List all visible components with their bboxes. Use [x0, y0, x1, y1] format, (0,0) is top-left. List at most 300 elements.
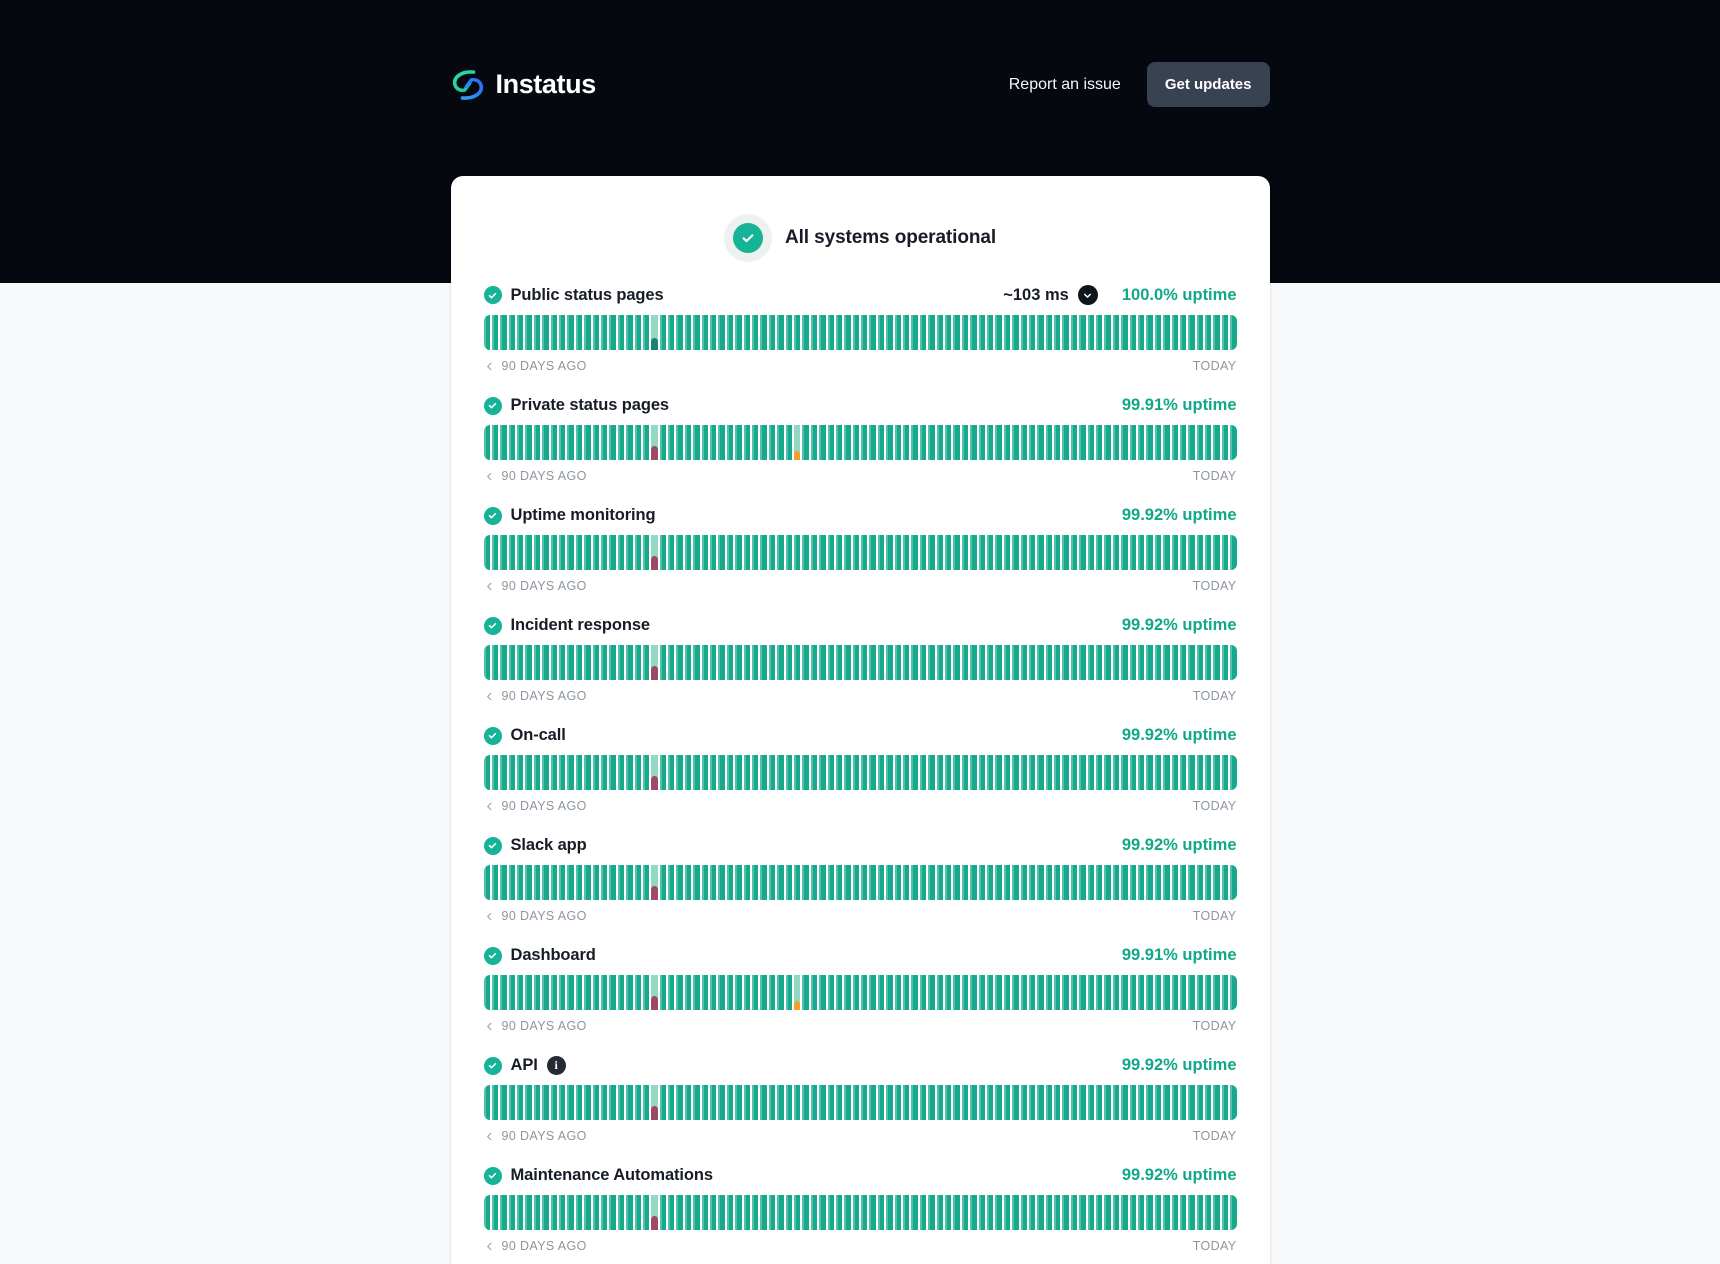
uptime-day-segment[interactable] — [618, 645, 624, 680]
uptime-day-segment[interactable] — [1012, 975, 1018, 1010]
chevron-left-icon[interactable] — [484, 581, 495, 592]
uptime-day-segment[interactable] — [911, 1085, 917, 1120]
uptime-day-segment[interactable] — [903, 315, 909, 350]
uptime-day-segment[interactable] — [1088, 865, 1094, 900]
uptime-day-segment[interactable] — [601, 315, 607, 350]
uptime-day-segment[interactable] — [1163, 975, 1169, 1010]
uptime-day-segment[interactable] — [542, 645, 548, 680]
uptime-day-segment[interactable] — [660, 865, 666, 900]
uptime-day-segment[interactable] — [1188, 865, 1194, 900]
uptime-day-segment[interactable] — [676, 315, 682, 350]
uptime-day-segment[interactable] — [626, 755, 632, 790]
uptime-day-segment[interactable] — [1096, 865, 1102, 900]
uptime-day-segment[interactable] — [1071, 865, 1077, 900]
uptime-day-segment[interactable] — [869, 1085, 875, 1120]
uptime-day-segment[interactable] — [1096, 645, 1102, 680]
uptime-day-segment[interactable] — [979, 1195, 985, 1230]
uptime-day-segment[interactable] — [1012, 755, 1018, 790]
uptime-day-segment[interactable] — [1029, 1085, 1035, 1120]
uptime-day-segment[interactable] — [702, 645, 708, 680]
uptime-day-segment[interactable] — [1071, 425, 1077, 460]
uptime-day-segment[interactable] — [1021, 1085, 1027, 1120]
uptime-day-segment[interactable] — [861, 1195, 867, 1230]
uptime-day-segment[interactable] — [853, 535, 859, 570]
chevron-left-icon[interactable] — [484, 801, 495, 812]
uptime-day-segment[interactable] — [618, 1195, 624, 1230]
uptime-day-segment[interactable] — [886, 755, 892, 790]
uptime-day-segment[interactable] — [1046, 425, 1052, 460]
uptime-day-segment[interactable] — [635, 1195, 641, 1230]
uptime-day-segment[interactable] — [911, 1195, 917, 1230]
uptime-day-segment[interactable] — [685, 1085, 691, 1120]
uptime-day-segment[interactable] — [1004, 1085, 1010, 1120]
uptime-day-segment[interactable] — [970, 315, 976, 350]
uptime-day-segment[interactable] — [1062, 645, 1068, 680]
uptime-day-segment[interactable] — [836, 1085, 842, 1120]
uptime-day-segment[interactable] — [593, 865, 599, 900]
uptime-day-segment[interactable] — [1205, 755, 1211, 790]
uptime-day-segment[interactable] — [752, 315, 758, 350]
uptime-day-segment[interactable] — [777, 755, 783, 790]
uptime-day-segment[interactable] — [1046, 975, 1052, 1010]
uptime-day-segment[interactable] — [1230, 315, 1236, 350]
uptime-day-segment[interactable] — [702, 1085, 708, 1120]
uptime-day-segment[interactable] — [718, 535, 724, 570]
uptime-day-segment[interactable] — [1172, 755, 1178, 790]
uptime-day-segment[interactable] — [895, 645, 901, 680]
uptime-day-segment[interactable] — [576, 1195, 582, 1230]
uptime-day-segment[interactable] — [509, 315, 515, 350]
uptime-day-segment[interactable] — [1197, 1195, 1203, 1230]
uptime-day-segment[interactable] — [945, 645, 951, 680]
uptime-day-segment[interactable] — [626, 425, 632, 460]
uptime-day-segment[interactable] — [869, 865, 875, 900]
uptime-day-segment[interactable] — [995, 1085, 1001, 1120]
uptime-day-segment[interactable] — [1197, 425, 1203, 460]
uptime-day-segment[interactable] — [869, 535, 875, 570]
uptime-day-segment[interactable] — [1155, 425, 1161, 460]
uptime-day-segment[interactable] — [987, 1085, 993, 1120]
uptime-day-segment[interactable] — [685, 865, 691, 900]
uptime-day-segment[interactable] — [618, 1085, 624, 1120]
uptime-day-segment[interactable] — [1213, 315, 1219, 350]
uptime-day-segment[interactable] — [1054, 535, 1060, 570]
uptime-day-segment[interactable] — [618, 535, 624, 570]
uptime-day-segment[interactable] — [903, 1195, 909, 1230]
uptime-day-segment[interactable] — [1121, 645, 1127, 680]
uptime-day-segment[interactable] — [861, 535, 867, 570]
uptime-day-segment[interactable] — [593, 1085, 599, 1120]
uptime-day-segment[interactable] — [1163, 535, 1169, 570]
uptime-day-segment[interactable] — [534, 315, 540, 350]
uptime-day-segment[interactable] — [1079, 755, 1085, 790]
uptime-day-segment[interactable] — [769, 755, 775, 790]
uptime-day-segment[interactable] — [492, 425, 498, 460]
uptime-day-segment[interactable] — [593, 535, 599, 570]
uptime-day-segment[interactable] — [1012, 1085, 1018, 1120]
uptime-day-segment[interactable] — [1062, 535, 1068, 570]
uptime-day-segment[interactable] — [769, 315, 775, 350]
uptime-day-segment[interactable] — [609, 1085, 615, 1120]
uptime-day-segment[interactable] — [886, 425, 892, 460]
uptime-day-segment[interactable] — [660, 975, 666, 1010]
uptime-day-segment[interactable] — [567, 535, 573, 570]
uptime-day-segment[interactable] — [567, 1085, 573, 1120]
uptime-day-segment[interactable] — [1021, 975, 1027, 1010]
uptime-day-segment[interactable] — [869, 975, 875, 1010]
uptime-day-segment[interactable] — [760, 755, 766, 790]
uptime-day-segment[interactable] — [1155, 315, 1161, 350]
uptime-day-segment[interactable] — [853, 1195, 859, 1230]
uptime-day-segment[interactable] — [525, 1195, 531, 1230]
uptime-day-segment[interactable] — [702, 755, 708, 790]
uptime-day-segment[interactable] — [1213, 755, 1219, 790]
uptime-day-segment[interactable] — [1138, 1195, 1144, 1230]
uptime-day-segment[interactable] — [542, 1195, 548, 1230]
uptime-day-segment[interactable] — [878, 865, 884, 900]
uptime-day-segment[interactable] — [802, 865, 808, 900]
uptime-day-segment[interactable] — [1088, 315, 1094, 350]
uptime-day-segment[interactable] — [1180, 645, 1186, 680]
chevron-left-icon[interactable] — [484, 1021, 495, 1032]
uptime-day-segment[interactable] — [744, 755, 750, 790]
uptime-day-segment[interactable] — [878, 645, 884, 680]
uptime-day-segment[interactable] — [786, 865, 792, 900]
uptime-day-segment[interactable] — [727, 535, 733, 570]
uptime-day-segment[interactable] — [1197, 1085, 1203, 1120]
uptime-day-segment[interactable] — [1172, 1195, 1178, 1230]
uptime-day-segment[interactable] — [1197, 535, 1203, 570]
uptime-day-segment[interactable] — [609, 975, 615, 1010]
uptime-day-segment[interactable] — [861, 865, 867, 900]
uptime-day-segment[interactable] — [953, 425, 959, 460]
uptime-day-segment[interactable] — [1104, 425, 1110, 460]
uptime-day-segment[interactable] — [1121, 975, 1127, 1010]
uptime-day-segment[interactable] — [1046, 1195, 1052, 1230]
uptime-day-segment[interactable] — [861, 645, 867, 680]
uptime-day-segment[interactable] — [1180, 975, 1186, 1010]
uptime-day-segment[interactable] — [584, 975, 590, 1010]
uptime-day-segment[interactable] — [1054, 975, 1060, 1010]
uptime-day-segment[interactable] — [962, 535, 968, 570]
uptime-day-segment[interactable] — [593, 975, 599, 1010]
uptime-day-segment[interactable] — [702, 865, 708, 900]
uptime-day-segment[interactable] — [517, 975, 523, 1010]
uptime-day-segment[interactable] — [651, 975, 657, 1010]
uptime-day-segment[interactable] — [928, 755, 934, 790]
uptime-day-segment[interactable] — [786, 1195, 792, 1230]
uptime-day-segment[interactable] — [1113, 865, 1119, 900]
uptime-day-segment[interactable] — [710, 975, 716, 1010]
uptime-day-segment[interactable] — [551, 865, 557, 900]
uptime-day-segment[interactable] — [878, 755, 884, 790]
uptime-day-segment[interactable] — [1180, 315, 1186, 350]
uptime-day-segment[interactable] — [727, 865, 733, 900]
uptime-day-segment[interactable] — [953, 645, 959, 680]
uptime-bar[interactable] — [484, 315, 1237, 350]
uptime-day-segment[interactable] — [853, 1085, 859, 1120]
uptime-day-segment[interactable] — [794, 535, 800, 570]
uptime-day-segment[interactable] — [979, 425, 985, 460]
uptime-day-segment[interactable] — [911, 645, 917, 680]
uptime-day-segment[interactable] — [1138, 645, 1144, 680]
uptime-day-segment[interactable] — [676, 1085, 682, 1120]
uptime-day-segment[interactable] — [584, 315, 590, 350]
uptime-day-segment[interactable] — [693, 315, 699, 350]
chevron-left-icon[interactable] — [484, 1241, 495, 1252]
uptime-day-segment[interactable] — [1130, 865, 1136, 900]
uptime-day-segment[interactable] — [1012, 535, 1018, 570]
uptime-day-segment[interactable] — [1054, 865, 1060, 900]
uptime-day-segment[interactable] — [1121, 535, 1127, 570]
uptime-day-segment[interactable] — [593, 315, 599, 350]
uptime-day-segment[interactable] — [995, 865, 1001, 900]
uptime-day-segment[interactable] — [551, 975, 557, 1010]
uptime-day-segment[interactable] — [1138, 425, 1144, 460]
uptime-day-segment[interactable] — [1155, 975, 1161, 1010]
uptime-day-segment[interactable] — [987, 315, 993, 350]
uptime-day-segment[interactable] — [937, 1195, 943, 1230]
uptime-day-segment[interactable] — [869, 425, 875, 460]
uptime-day-segment[interactable] — [853, 315, 859, 350]
uptime-day-segment[interactable] — [744, 865, 750, 900]
uptime-day-segment[interactable] — [928, 315, 934, 350]
uptime-day-segment[interactable] — [601, 755, 607, 790]
uptime-day-segment[interactable] — [1172, 865, 1178, 900]
uptime-day-segment[interactable] — [1054, 1195, 1060, 1230]
uptime-day-segment[interactable] — [1096, 975, 1102, 1010]
uptime-day-segment[interactable] — [635, 1085, 641, 1120]
uptime-day-segment[interactable] — [987, 645, 993, 680]
uptime-day-segment[interactable] — [1012, 315, 1018, 350]
uptime-day-segment[interactable] — [1096, 755, 1102, 790]
uptime-day-segment[interactable] — [484, 535, 490, 570]
uptime-day-segment[interactable] — [534, 645, 540, 680]
uptime-day-segment[interactable] — [576, 425, 582, 460]
uptime-day-segment[interactable] — [1222, 865, 1228, 900]
uptime-day-segment[interactable] — [542, 425, 548, 460]
uptime-day-segment[interactable] — [895, 535, 901, 570]
uptime-day-segment[interactable] — [735, 865, 741, 900]
uptime-day-segment[interactable] — [1062, 865, 1068, 900]
uptime-day-segment[interactable] — [1088, 1195, 1094, 1230]
uptime-day-segment[interactable] — [643, 535, 649, 570]
uptime-day-segment[interactable] — [559, 645, 565, 680]
uptime-day-segment[interactable] — [962, 975, 968, 1010]
uptime-day-segment[interactable] — [710, 425, 716, 460]
uptime-day-segment[interactable] — [517, 1085, 523, 1120]
uptime-day-segment[interactable] — [593, 1195, 599, 1230]
uptime-day-segment[interactable] — [710, 1085, 716, 1120]
uptime-day-segment[interactable] — [1222, 975, 1228, 1010]
uptime-day-segment[interactable] — [1172, 1085, 1178, 1120]
uptime-day-segment[interactable] — [1104, 1195, 1110, 1230]
uptime-day-segment[interactable] — [920, 755, 926, 790]
uptime-day-segment[interactable] — [769, 1085, 775, 1120]
uptime-day-segment[interactable] — [735, 1085, 741, 1120]
uptime-day-segment[interactable] — [651, 315, 657, 350]
uptime-day-segment[interactable] — [693, 865, 699, 900]
uptime-day-segment[interactable] — [962, 315, 968, 350]
uptime-day-segment[interactable] — [970, 535, 976, 570]
uptime-day-segment[interactable] — [1088, 755, 1094, 790]
uptime-day-segment[interactable] — [735, 315, 741, 350]
uptime-day-segment[interactable] — [760, 865, 766, 900]
uptime-day-segment[interactable] — [895, 975, 901, 1010]
uptime-day-segment[interactable] — [1096, 1085, 1102, 1120]
uptime-day-segment[interactable] — [1121, 315, 1127, 350]
uptime-day-segment[interactable] — [1213, 1195, 1219, 1230]
uptime-day-segment[interactable] — [601, 535, 607, 570]
uptime-day-segment[interactable] — [752, 1085, 758, 1120]
uptime-day-segment[interactable] — [685, 315, 691, 350]
uptime-day-segment[interactable] — [635, 645, 641, 680]
uptime-day-segment[interactable] — [811, 535, 817, 570]
uptime-day-segment[interactable] — [828, 1195, 834, 1230]
uptime-day-segment[interactable] — [861, 975, 867, 1010]
uptime-day-segment[interactable] — [836, 425, 842, 460]
uptime-day-segment[interactable] — [1113, 1085, 1119, 1120]
uptime-day-segment[interactable] — [1021, 755, 1027, 790]
uptime-day-segment[interactable] — [1113, 425, 1119, 460]
uptime-day-segment[interactable] — [937, 645, 943, 680]
uptime-day-segment[interactable] — [1130, 1195, 1136, 1230]
uptime-day-segment[interactable] — [794, 425, 800, 460]
uptime-day-segment[interactable] — [869, 315, 875, 350]
uptime-day-segment[interactable] — [937, 1085, 943, 1120]
uptime-day-segment[interactable] — [802, 975, 808, 1010]
uptime-day-segment[interactable] — [953, 315, 959, 350]
uptime-day-segment[interactable] — [760, 535, 766, 570]
uptime-day-segment[interactable] — [752, 425, 758, 460]
uptime-day-segment[interactable] — [1096, 425, 1102, 460]
uptime-day-segment[interactable] — [685, 425, 691, 460]
uptime-day-segment[interactable] — [836, 755, 842, 790]
uptime-day-segment[interactable] — [1113, 975, 1119, 1010]
uptime-day-segment[interactable] — [1079, 865, 1085, 900]
uptime-day-segment[interactable] — [937, 975, 943, 1010]
uptime-day-segment[interactable] — [794, 975, 800, 1010]
uptime-day-segment[interactable] — [953, 755, 959, 790]
uptime-day-segment[interactable] — [651, 755, 657, 790]
uptime-day-segment[interactable] — [836, 535, 842, 570]
uptime-day-segment[interactable] — [484, 865, 490, 900]
uptime-day-segment[interactable] — [584, 1195, 590, 1230]
uptime-day-segment[interactable] — [618, 975, 624, 1010]
uptime-day-segment[interactable] — [1046, 1085, 1052, 1120]
uptime-day-segment[interactable] — [928, 1085, 934, 1120]
uptime-day-segment[interactable] — [1088, 535, 1094, 570]
uptime-day-segment[interactable] — [1213, 425, 1219, 460]
uptime-day-segment[interactable] — [559, 975, 565, 1010]
uptime-day-segment[interactable] — [1071, 975, 1077, 1010]
uptime-day-segment[interactable] — [1146, 755, 1152, 790]
uptime-day-segment[interactable] — [769, 645, 775, 680]
uptime-day-segment[interactable] — [937, 755, 943, 790]
uptime-day-segment[interactable] — [1213, 865, 1219, 900]
uptime-day-segment[interactable] — [660, 425, 666, 460]
uptime-day-segment[interactable] — [542, 975, 548, 1010]
uptime-day-segment[interactable] — [618, 425, 624, 460]
uptime-day-segment[interactable] — [1029, 755, 1035, 790]
uptime-day-segment[interactable] — [869, 645, 875, 680]
uptime-day-segment[interactable] — [953, 535, 959, 570]
uptime-day-segment[interactable] — [710, 865, 716, 900]
uptime-day-segment[interactable] — [668, 1085, 674, 1120]
uptime-day-segment[interactable] — [626, 865, 632, 900]
uptime-day-segment[interactable] — [509, 1085, 515, 1120]
uptime-day-segment[interactable] — [1213, 975, 1219, 1010]
uptime-day-segment[interactable] — [500, 865, 506, 900]
uptime-day-segment[interactable] — [651, 425, 657, 460]
uptime-day-segment[interactable] — [995, 315, 1001, 350]
uptime-day-segment[interactable] — [685, 535, 691, 570]
uptime-day-segment[interactable] — [878, 425, 884, 460]
uptime-day-segment[interactable] — [567, 1195, 573, 1230]
uptime-day-segment[interactable] — [509, 535, 515, 570]
uptime-day-segment[interactable] — [1029, 865, 1035, 900]
uptime-day-segment[interactable] — [676, 975, 682, 1010]
uptime-day-segment[interactable] — [1155, 865, 1161, 900]
uptime-day-segment[interactable] — [551, 645, 557, 680]
uptime-day-segment[interactable] — [735, 975, 741, 1010]
uptime-day-segment[interactable] — [1205, 535, 1211, 570]
uptime-day-segment[interactable] — [710, 535, 716, 570]
uptime-day-segment[interactable] — [567, 645, 573, 680]
uptime-day-segment[interactable] — [584, 1085, 590, 1120]
uptime-day-segment[interactable] — [928, 535, 934, 570]
uptime-day-segment[interactable] — [1021, 535, 1027, 570]
uptime-day-segment[interactable] — [744, 1195, 750, 1230]
uptime-day-segment[interactable] — [1037, 975, 1043, 1010]
uptime-day-segment[interactable] — [861, 425, 867, 460]
uptime-day-segment[interactable] — [819, 1195, 825, 1230]
uptime-day-segment[interactable] — [945, 425, 951, 460]
uptime-day-segment[interactable] — [1205, 1195, 1211, 1230]
uptime-day-segment[interactable] — [819, 645, 825, 680]
uptime-day-segment[interactable] — [828, 535, 834, 570]
uptime-day-segment[interactable] — [886, 975, 892, 1010]
uptime-day-segment[interactable] — [794, 315, 800, 350]
uptime-day-segment[interactable] — [643, 1085, 649, 1120]
uptime-day-segment[interactable] — [903, 535, 909, 570]
uptime-day-segment[interactable] — [492, 755, 498, 790]
uptime-day-segment[interactable] — [878, 1195, 884, 1230]
uptime-day-segment[interactable] — [635, 425, 641, 460]
uptime-day-segment[interactable] — [1029, 1195, 1035, 1230]
uptime-day-segment[interactable] — [1079, 425, 1085, 460]
uptime-day-segment[interactable] — [635, 865, 641, 900]
uptime-day-segment[interactable] — [920, 535, 926, 570]
uptime-day-segment[interactable] — [685, 975, 691, 1010]
uptime-day-segment[interactable] — [794, 865, 800, 900]
uptime-day-segment[interactable] — [769, 1195, 775, 1230]
uptime-day-segment[interactable] — [828, 645, 834, 680]
uptime-day-segment[interactable] — [1121, 425, 1127, 460]
uptime-day-segment[interactable] — [718, 425, 724, 460]
uptime-day-segment[interactable] — [500, 425, 506, 460]
uptime-day-segment[interactable] — [1046, 645, 1052, 680]
uptime-day-segment[interactable] — [517, 535, 523, 570]
uptime-day-segment[interactable] — [895, 1195, 901, 1230]
uptime-day-segment[interactable] — [668, 865, 674, 900]
uptime-day-segment[interactable] — [1062, 1085, 1068, 1120]
uptime-day-segment[interactable] — [962, 645, 968, 680]
uptime-day-segment[interactable] — [786, 535, 792, 570]
uptime-bar[interactable] — [484, 865, 1237, 900]
uptime-day-segment[interactable] — [811, 1195, 817, 1230]
uptime-day-segment[interactable] — [1079, 645, 1085, 680]
